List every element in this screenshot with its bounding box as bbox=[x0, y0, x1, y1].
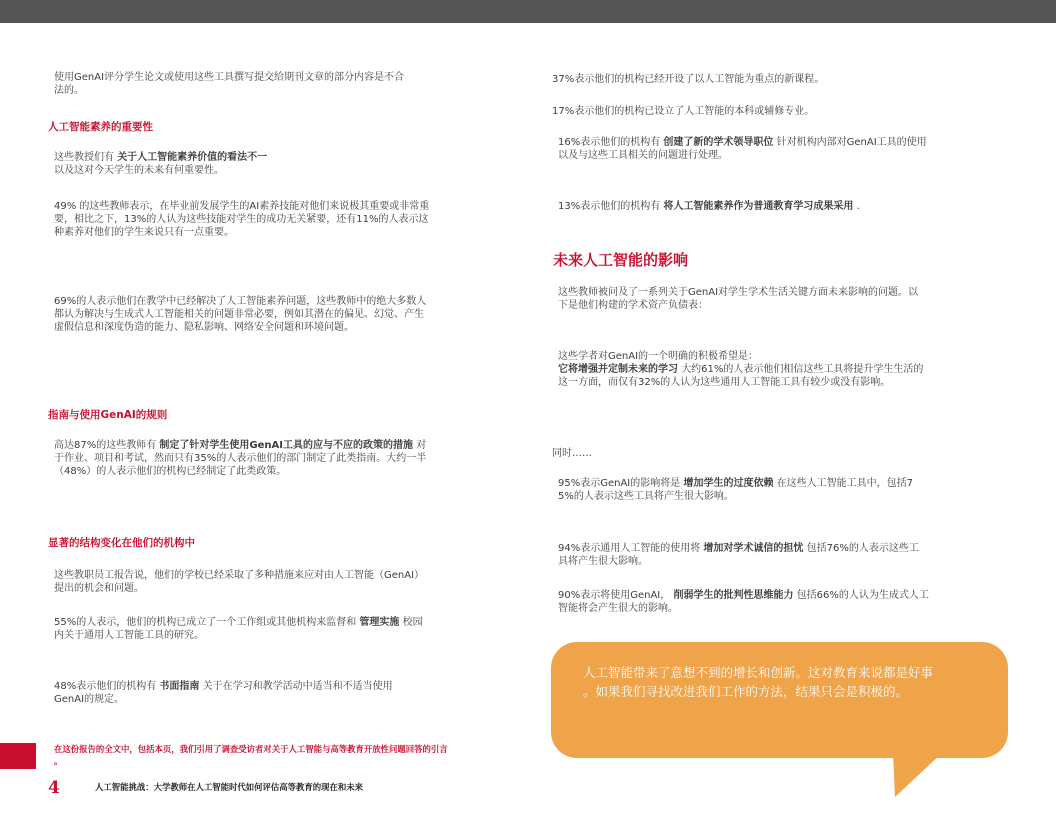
quote-text: 人工智能带来了意想不到的增长和创新。这对教育来说都是好事 。如果我们寻找改进我们工作的方法，结果只会是积极的。 bbox=[583, 665, 934, 699]
majors-stat: 17%表示他们的机构已设立了人工智能的本科或辅修专业。 bbox=[552, 106, 815, 117]
ai-literacy-paragraph-3: 69%的人表示他们在教学中已经解决了人工智能素养问题，这些教师中的绝大多数人 都认为解决与生成式人工智能相关的问题非常必要，例如其潜在的偏见、幻觉、产生 虚假信息和深度伪造的能力、隐私影响、网络安全问题和环境问题。 bbox=[54, 296, 427, 333]
over-reliance-stat: 95%表示GenAI的影响将是 增加学生的过度依赖 在这些人工智能工具中，包括7 5%的人表示这些工具将产生很大影响。 bbox=[558, 478, 914, 502]
structural-paragraph-3: 48%表示他们的机构有 书面指南 关于在学习和教学活动中适当和不适当使用 GenAI的规定。 bbox=[54, 681, 393, 705]
integrity-stat: 94%表示通用人工智能的使用将 增加对学术诚信的担忧 包括76%的人表示这些工 具将产生很大影响。 bbox=[558, 543, 919, 567]
leadership-stat: 16%表示他们的机构有 创建了新的学术领导职位 针对机构内部对GenAI工具的使用 以及与这些工具相关的问题进行处理。 bbox=[558, 137, 927, 161]
intro-paragraph: 使用GenAI评分学生论文或使用这些工具撰写提交给期刊文章的部分内容是不合 法的。 bbox=[54, 72, 405, 96]
critical-thinking-stat: 90%表示将使用GenAI， 削弱学生的批判性思维能力 包括66%的人认为生成式人工 智能将会产生很大的影响。 bbox=[558, 590, 929, 614]
footer-red-bar bbox=[0, 743, 36, 769]
ai-literacy-paragraph-1: 这些教授们有 关于人工智能素养价值的看法不一 以及这对今天学生的未来有何重要性。 bbox=[54, 152, 268, 176]
page-number: 4 bbox=[48, 778, 60, 798]
section-heading-future-impact: 未来人工智能的影响 bbox=[553, 251, 689, 269]
structural-paragraph-1: 这些教职员工报告说，他们的学校已经采取了多种措施来应对由人工智能（GenAI） 提出的机会和问题。 bbox=[54, 570, 425, 594]
footnote: 在这份报告的全文中，包括本页，我们引用了调查受访者对关于人工智能与高等教育开放性问题回答的引言 。 bbox=[54, 744, 448, 766]
ai-literacy-paragraph-2: 49% 的这些教师表示，在毕业前发展学生的AI素养技能对他们来说极其重要或非常重 要，相比之下，13%的人认为这些技能对学生的成功无关紧要，还有11%的人表示这 种素养对他们的学生来说只有一点重要。 bbox=[54, 201, 430, 238]
new-courses-stat: 37%表示他们的机构已经开设了以人工智能为重点的新课程。 bbox=[552, 74, 825, 85]
literacy-outcome-stat: 13%表示他们的机构有 将人工智能素养作为普通教育学习成果采用 . bbox=[558, 201, 860, 212]
positive-hope-paragraph: 这些学者对GenAI的一个明确的积极希望是： 它将增强并定制未来的学习 大约61%的人表示他们相信这些工具将提升学生生活的 这一方面，而仅有32%的人认为这些通用人工智能工具有较少或没有影响。 bbox=[558, 351, 924, 388]
future-intro-paragraph: 这些教师被问及了一系列关于GenAI对学生学术生活关键方面未来影响的问题。以 下是他们构建的学术资产负债表： bbox=[558, 287, 919, 311]
structural-paragraph-2: 55%的人表示，他们的机构已成立了一个工作组或其他机构来监督和 管理实施 校园 内关于通用人工智能工具的研究。 bbox=[54, 617, 423, 641]
footer-title: 人工智能挑战：大学教师在人工智能时代如何评估高等教育的现在和未来 bbox=[95, 782, 363, 792]
section-heading-structural-change: 显著的结构变化在他们的机构中 bbox=[48, 537, 195, 549]
top-bar bbox=[0, 0, 1056, 23]
section-heading-ai-literacy: 人工智能素养的重要性 bbox=[48, 121, 153, 133]
guidelines-paragraph: 高达87%的这些教师有 制定了针对学生使用GenAI工具的应与不应的政策的措施 对 于作业、项目和考试，然而只有35%的人表示他们的部门制定了此类指南。大约一半 （48%）的人表示他们的机构已经制定了此类政策。 bbox=[54, 440, 427, 477]
section-heading-guidelines: 指南与使用GenAI的规则 bbox=[48, 409, 168, 421]
quote-callout bbox=[551, 642, 1008, 758]
meanwhile-label: 同时…… bbox=[552, 448, 592, 459]
